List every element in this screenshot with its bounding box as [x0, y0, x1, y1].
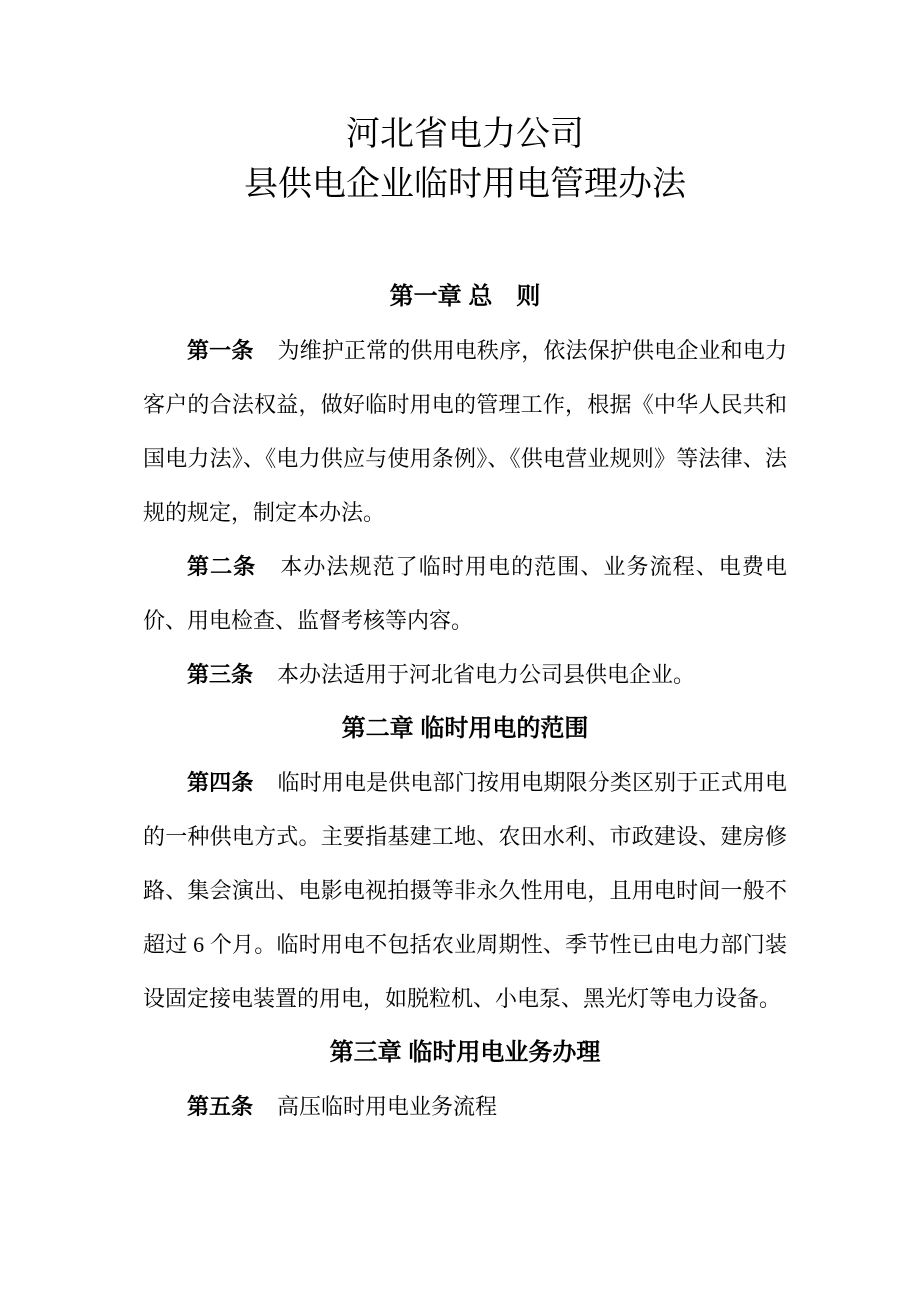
chapter-heading: 第二章 临时用电的范围 [341, 715, 589, 742]
article-text: 临时用电是供电部门按用电期限分类区别于正式用电的一种供电方式。主要指基建工地、农田水利、市政建设、建房修路、集会演出、电影电视拍摄等非永久性用电，且用电时间一般不超过 6 个月。临时用电不包括农业周期性、季节性已由电力部门装设固定接电装置的用电，如脱粒机、小电泵、黑光灯等电力设备。 [143, 770, 787, 1011]
article-number: 第二条 [187, 554, 257, 579]
document-title [143, 110, 787, 210]
document-title-line-1: 河北省电力公司 [346, 116, 584, 153]
document-body [143, 270, 787, 1134]
article-number: 第五条 [187, 1094, 254, 1119]
chapter-heading: 第三章 临时用电业务办理 [329, 1039, 601, 1066]
document-title-line-2: 县供电企业临时用电管理办法 [244, 166, 686, 203]
article-number: 第三条 [187, 662, 254, 687]
article-text: 本办法适用于河北省电力公司县供电企业。 [277, 662, 696, 687]
article-text: 本办法规范了临时用电的范围、业务流程、电费电价、用电检查、监督考核等内容。 [143, 554, 787, 633]
article-number: 第四条 [187, 770, 254, 795]
article-text: 高压临时用电业务流程 [277, 1094, 498, 1119]
article-number: 第一条 [187, 338, 254, 363]
article-paragraph [143, 324, 787, 540]
article-paragraph [143, 1080, 787, 1134]
article-paragraph [143, 540, 787, 648]
article-text: 为维护正常的供用电秩序，依法保护供电企业和电力客户的合法权益，做好临时用电的管理工作，根据《中华人民共和国电力法》、《电力供应与使用条例》、《供电营业规则》等法律、法规的规定，制定本办法。 [143, 338, 787, 525]
article-paragraph [143, 756, 787, 1026]
article-paragraph [143, 648, 787, 702]
chapter-heading: 第一章 总 则 [389, 283, 541, 310]
